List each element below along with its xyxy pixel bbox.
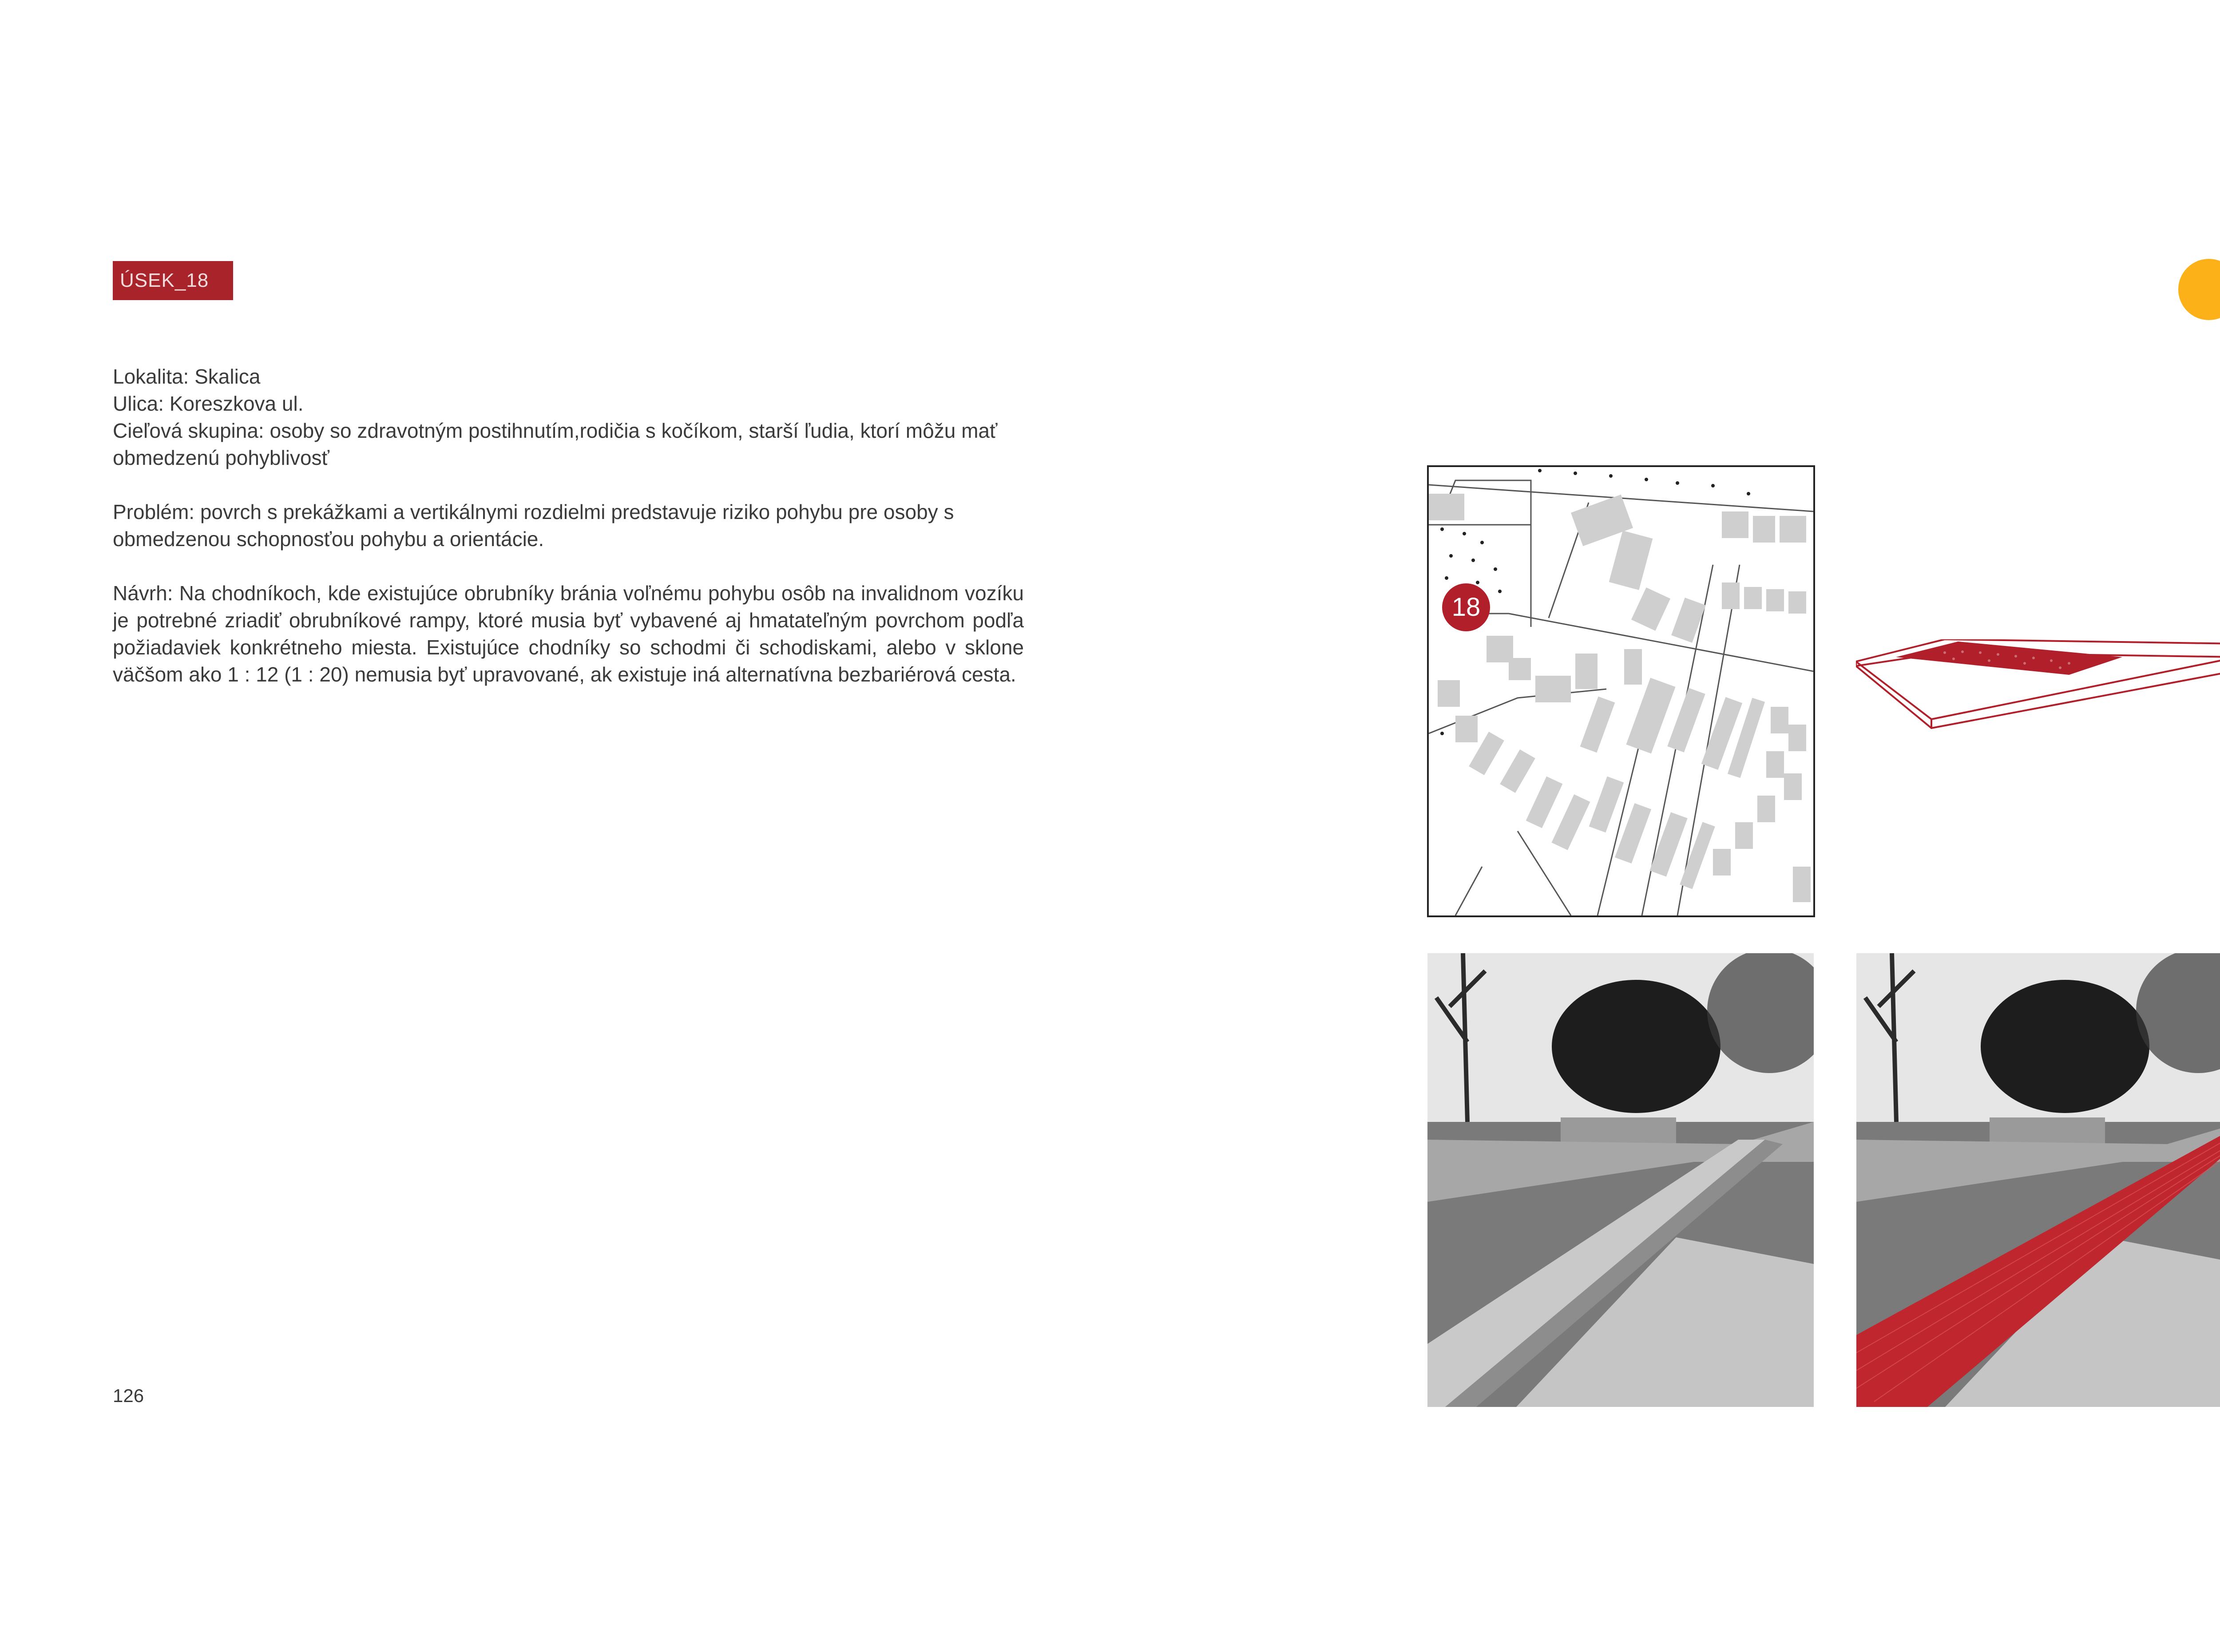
- section-tag: ÚSEK_18: [113, 261, 233, 300]
- target-group-line: Cieľová skupina: osoby so zdravotným postihnutím,rodičia s kočíkom, starší ľudia, ktorí môžu mať obmedzenú pohyblivosť: [113, 419, 998, 469]
- description-block: [113, 363, 1024, 688]
- curb-ramp-axonometric-icon: [1856, 639, 2220, 773]
- street-line: Ulica: Koreszkova ul.: [113, 392, 304, 415]
- page-number: 126: [113, 1385, 144, 1406]
- map-marker-18: 18: [1442, 583, 1490, 631]
- status-dot-icon: [2178, 259, 2220, 320]
- proposal-paragraph: Návrh: Na chodníkoch, kde existujúce obrubníky bránia voľnému pohybu osôb na invalidnom vozíku je potrebné zriadiť obrubníkové rampy, ktoré musia byť vybavené aj hmatateľným povrchom podľa požiadaviek konkrétneho miesta. Existujúce chodníky so schodmi či schodiskami, alebo v sklone väčšom ako 1 : 12 (1 : 20) nemusia byť upravované, ak existuje iná alternatívna bezbariérová cesta.: [113, 582, 1024, 686]
- location-line: Lokalita: Skalica: [113, 365, 261, 388]
- photo-proposed-ramp-overlay: [1856, 953, 2220, 1407]
- photo-existing-curb-image: [1427, 953, 1814, 1407]
- problem-paragraph: Problém: povrch s prekážkami a vertikálnymi rozdielmi predstavuje riziko pohybu pre osoby s obmedzenou schopnosťou pohybu a orientácie.: [113, 500, 954, 551]
- map-drawing: [1429, 467, 1813, 915]
- photo-proposed-ramp-image: [1856, 953, 2220, 1407]
- site-map: [1427, 465, 1815, 917]
- photo-existing-curb: [1427, 953, 1814, 1407]
